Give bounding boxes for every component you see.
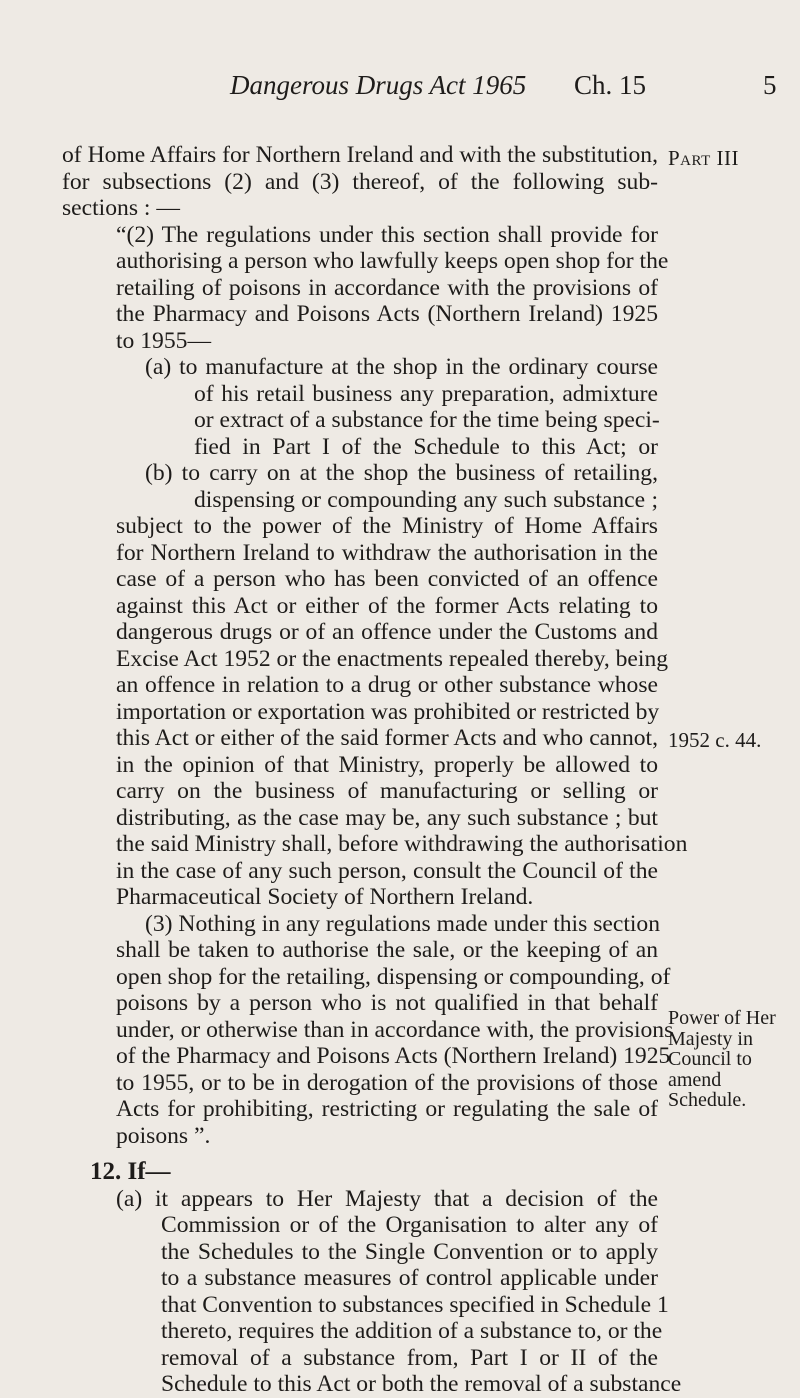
- text-line: shall be taken to authorise the sale, or the keeping of an: [116, 937, 658, 963]
- text-line: the said Ministry shall, before withdrawing the authorisation: [116, 831, 688, 857]
- section-12-heading: 12. If—: [90, 1158, 171, 1185]
- section-heading: [62, 1159, 658, 1186]
- running-header: [0, 70, 800, 104]
- text-line: authorising a person who lawfully keeps open shop for the: [116, 248, 669, 274]
- text-line: case of a person who has been convicted of an offence: [116, 566, 658, 592]
- text-line: in the case of any such person, consult the Council of the: [116, 857, 658, 884]
- text-line: subject to the power of the Ministry of Home Affairs: [116, 513, 658, 539]
- text-line: (a) to manufacture at the shop in the ordinary course: [145, 354, 658, 380]
- text-line: or extract of a substance for the time being speci-: [194, 407, 660, 433]
- text-line: the Pharmacy and Poisons Acts (Northern Ireland) 1925: [116, 301, 658, 327]
- text-line: removal of a substance from, Part I or II of the: [161, 1344, 658, 1371]
- text-line: Pharmaceutical Society of Northern Ireland.: [116, 884, 534, 910]
- margin-note-section-12: [668, 1008, 776, 1111]
- text-line: poisons by a person who is not qualified in that behalf: [116, 990, 658, 1016]
- text-line: dispensing or compounding any such substance ;: [194, 486, 658, 513]
- text-line: to 1955—: [116, 327, 212, 354]
- text-line: Acts for prohibiting, restricting or regulating the sale of: [116, 1096, 658, 1122]
- text-line: for Northern Ireland to withdraw the authorisation in the: [116, 539, 658, 566]
- text-line: poisons ”.: [116, 1122, 211, 1149]
- text-line: distributing, as the case may be, any such substance ; but: [116, 804, 658, 831]
- text-line: retailing of poisons in accordance with the provisions of: [116, 274, 658, 301]
- text-line: an offence in relation to a drug or other substance whose: [116, 672, 658, 698]
- text-line: dangerous drugs or of an offence under the Customs and: [116, 619, 658, 645]
- text-line: importation or exportation was prohibited or restricted by: [116, 698, 660, 725]
- text-line: (b) to carry on at the shop the business of retailing,: [145, 460, 658, 486]
- margin-note-line: Council to: [668, 1048, 752, 1070]
- text-line: open shop for the retailing, dispensing or compounding, of: [116, 963, 671, 990]
- margin-citation: 1952 c. 44.: [668, 728, 762, 752]
- text-line: (3) Nothing in any regulations made under this section: [145, 910, 661, 937]
- text-line: (a) it appears to Her Majesty that a decision of the: [116, 1185, 658, 1212]
- margin-note-line: Majesty in: [668, 1027, 753, 1050]
- margin-note-line: amend: [668, 1068, 722, 1091]
- text-line: Excise Act 1952 or the enactments repealed thereby, being: [116, 645, 669, 672]
- margin-note-line: Schedule.: [668, 1089, 747, 1111]
- text-line: the Schedules to the Single Convention or to apply: [161, 1238, 658, 1265]
- margin-part-label: Part III: [668, 146, 740, 170]
- text-line: carry on the business of manufacturing or selling or: [116, 778, 658, 804]
- text-line: of Home Affairs for Northern Ireland and with the substitution,: [62, 142, 658, 168]
- text-line: under, or otherwise than in accordance with, the provisions: [116, 1016, 674, 1043]
- text-line: of his retail business any preparation, admixture: [194, 380, 658, 407]
- text-line: to a substance measures of control applicable under: [161, 1265, 658, 1291]
- text-line: “(2) The regulations under this section shall provide for: [116, 221, 658, 248]
- text-line: Commission or of the Organisation to alter any of: [161, 1212, 658, 1238]
- body-text: [62, 142, 688, 1398]
- chapter-number: Ch. 15: [574, 70, 647, 100]
- text-line: against this Act or either of the former Acts relating to: [116, 592, 658, 619]
- text-line: thereto, requires the addition of a substance to, or the: [161, 1318, 663, 1344]
- text-line: for subsections (2) and (3) thereof, of the following sub-: [62, 168, 658, 195]
- text-line: that Convention to substances specified in Schedule 1: [161, 1291, 669, 1318]
- text-line: of the Pharmacy and Poisons Acts (Northern Ireland) 1925: [116, 1043, 671, 1069]
- page-number: 5: [763, 70, 777, 100]
- text-line: fied in Part I of the Schedule to this Act; or: [194, 433, 658, 460]
- text-line: this Act or either of the said former Acts and who cannot,: [116, 725, 658, 751]
- text-line: to 1955, or to be in derogation of the provisions of those: [116, 1069, 658, 1096]
- text-line: in the opinion of that Ministry, properly be allowed to: [116, 751, 658, 778]
- text-line: sections : —: [62, 195, 180, 221]
- act-title: Dangerous Drugs Act 1965: [230, 70, 527, 100]
- text-line: Schedule to this Act or both the removal of a substance: [161, 1371, 682, 1397]
- margin-note-line: Power of Her: [668, 1007, 776, 1029]
